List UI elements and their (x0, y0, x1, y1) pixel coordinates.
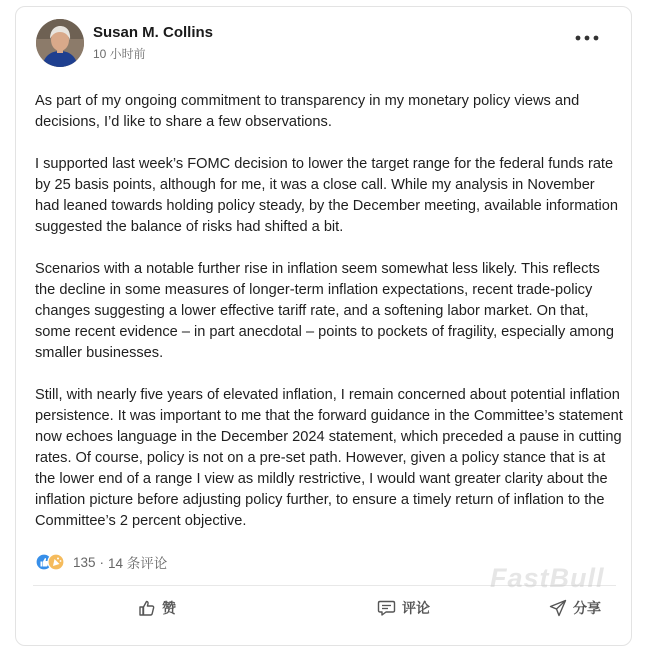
avatar-image (36, 19, 84, 67)
celebrate-icon (48, 554, 64, 570)
like-button[interactable] (138, 593, 176, 623)
reaction-summary[interactable] (35, 552, 167, 572)
like-label: 赞 (162, 600, 176, 616)
separator-dot: · (99, 554, 105, 570)
more-options-button[interactable] (572, 27, 602, 49)
post-paragraph: Still, with nearly five years of elevated inflation, I remain concerned about potential inflation persistence. It was important to me that the forward guidance in the Committee’s statement now echoes language in the December 2024 statement, which preceded a pause in cutting rates. Of course, policy is not on a pre-set path. However, given a policy stance that is at the lower end of a range I view as mildly restrictive, I would want greater clarity about the inflation picture before adjusting policy further, to ensure a timely return of inflation to the Committee’s 2 percent objective. (35, 387, 623, 529)
comment-icon (377, 599, 396, 617)
post-timestamp: 10 小时前 (93, 47, 146, 61)
author-avatar[interactable] (36, 19, 84, 67)
ellipsis-icon (572, 27, 602, 49)
post-body (35, 91, 623, 553)
share-button[interactable] (549, 593, 601, 623)
post-paragraph: I supported last week’s FOMC decision to lower the target range for the federal funds rate by 25 basis points, although for me, it was a close call. While my analysis in November had leaned towards holding policy steady, by the December meeting, available information suggested the balance of risks had shifted a bit. (35, 156, 619, 235)
comment-button[interactable] (377, 593, 430, 623)
post-paragraph: Scenarios with a notable further rise in inflation seem somewhat less likely. This reflects the decline in some measures of longer-term inflation expectations, recent trade-policy changes suggesting a lower effective tariff rate, and a softening labor market. On that, some recent evidence – in part anecdotal – points to pockets of fragility, especially among smaller businesses. (35, 261, 614, 361)
post-card (15, 6, 632, 646)
author-name[interactable]: Susan M. Collins (93, 24, 214, 41)
comment-label: 评论 (402, 600, 430, 616)
send-icon (549, 599, 567, 617)
comment-count[interactable]: 14 条评论 (108, 556, 168, 571)
share-label: 分享 (573, 600, 601, 616)
watermark-logo: FastBull (490, 563, 605, 593)
post-paragraph: As part of my ongoing commitment to transparency in my monetary policy views and decisions, I’d like to share a few observations. (35, 93, 580, 130)
thumbs-up-icon (138, 599, 156, 617)
reaction-icons (35, 553, 69, 571)
reaction-count[interactable]: 135 (73, 554, 96, 570)
